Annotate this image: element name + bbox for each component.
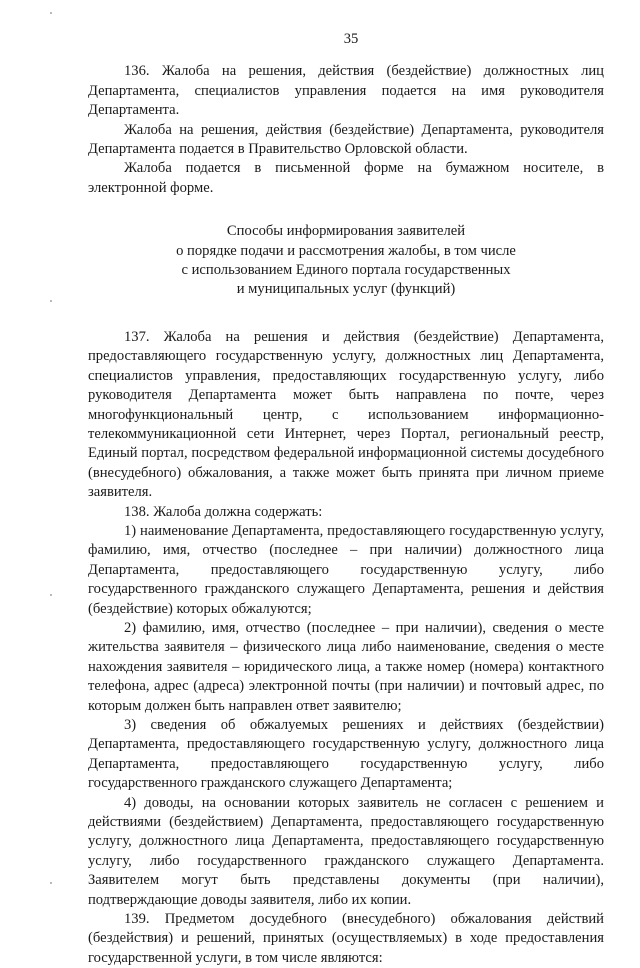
section-heading-line: о порядке подачи и рассмотрения жалобы, в том числе	[176, 242, 516, 259]
paragraph-138-item-3: 3) сведения об обжалуемых решениях и действиях (бездействии) Департамента, предоставляющего государственную услугу, должностного лица Департамента, предоставляющего государственную услугу, либо государственного гражданского служащего Департамента;	[88, 717, 604, 792]
paragraph-138-item-2: 2) фамилию, имя, отчество (последнее – при наличии), сведения о месте жительства заявителя – физического лица либо наименование, сведения о месте нахождения заявителя – юридического лица, а также номер (номера) контактного телефона, адрес (адреса) электронной почты (при наличии) и почтовый адрес, по которым должен быть направлен ответ заявителю;	[88, 619, 604, 714]
paragraph-137: 137. Жалоба на решения и действия (бездействие) Департамента, предоставляющего государственную услугу, должностных лиц Департамента, специалистов управления, предоставляющих государственную услугу, либо руководителя Департамента может быть направлена по почте, через многофункциональный центр, с использованием информационно-телекоммуникационной сети Интернет, через Портал, региональный реестр, Единый портал, посредством федеральной информационной системы досудебного (внесудебного) обжалования, а также может быть принята при личном приеме заявителя.	[88, 328, 604, 501]
section-heading-line: и муниципальных услуг (функций)	[236, 281, 456, 298]
paragraph-138-item-4: 4) доводы, на основании которых заявитель не согласен с решением и действиями (бездействием) Департамента, предоставляющего государственную услугу, должностного лица Департамента, предоставляющего государственную услугу, либо государственного гражданского служащего Департамента. Заявителем могут быть представлены документы (при наличии), подтверждающие доводы заявителя, либо их копии.	[88, 794, 604, 908]
section-heading-line: с использованием Единого портала государственных	[181, 262, 511, 279]
page-number: 35	[343, 31, 359, 47]
scan-artifact	[50, 594, 52, 596]
section-heading-line: Способы информирования заявителей	[226, 223, 466, 240]
paragraph-138: 138. Жалоба должна содержать:	[124, 503, 323, 520]
paragraph-139: 139. Предметом досудебного (внесудебного) обжалования действий (бездействия) и решений, принятых (осуществляемых) в ходе предоставления государственной услуги, в том числе являются:	[88, 911, 604, 966]
section-heading	[88, 222, 604, 300]
scan-artifact	[50, 882, 52, 884]
paragraph-136-form: Жалоба подается в письменной форме на бумажном носителе, в электронной форме.	[88, 160, 604, 196]
scan-artifact	[50, 12, 52, 14]
scan-artifact	[50, 300, 52, 302]
paragraph-136-government: Жалоба на решения, действия (бездействие) Департамента, руководителя Департамента подается в Правительство Орловской области.	[88, 121, 604, 158]
paragraph-136: 136. Жалоба на решения, действия (бездействие) должностных лиц Департамента, специалистов управления подается на имя руководителя Департамента.	[88, 63, 604, 119]
paragraph-138-item-1: 1) наименование Департамента, предоставляющего государственную услугу, фамилию, имя, отчество (последнее – при наличии) должностного лица Департамента, предоставляющего государственную услугу, либо государственного гражданского служащего Департамента, решения и действия (бездействие) которых обжалуются;	[88, 522, 604, 617]
